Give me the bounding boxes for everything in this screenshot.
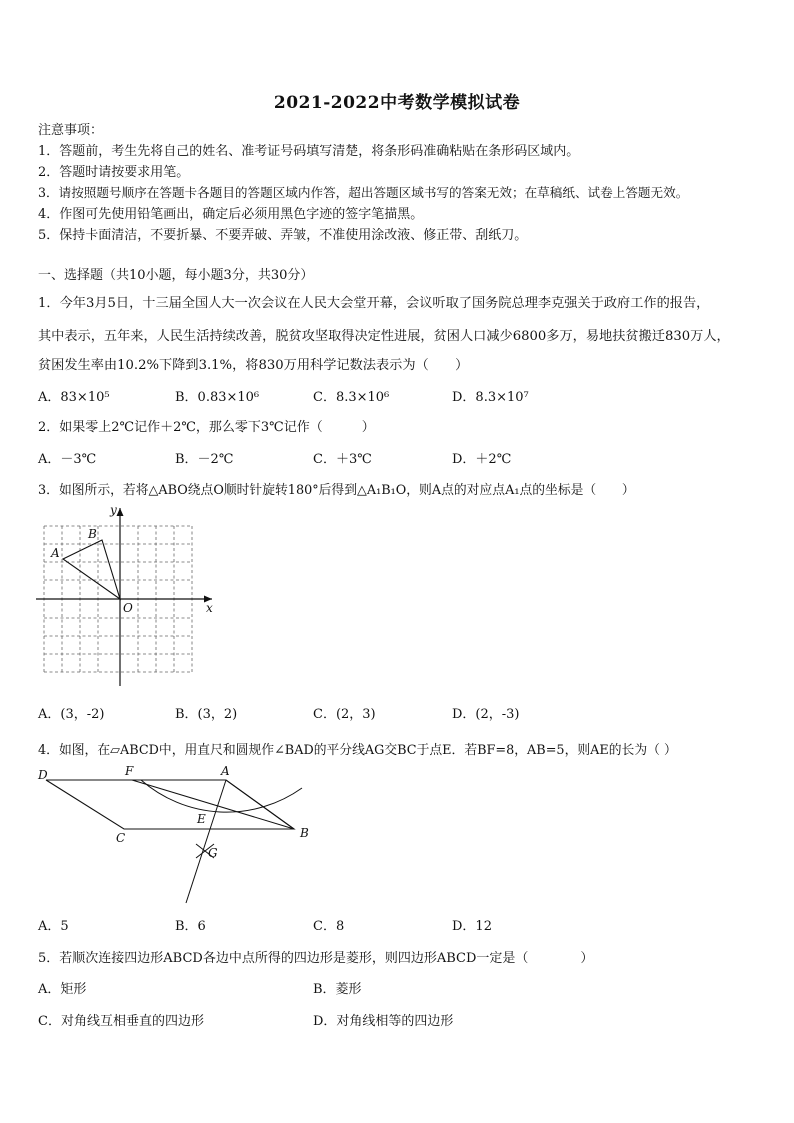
point-a-label: A: [51, 546, 60, 560]
q2-option-b[interactable]: B．－2℃: [175, 452, 234, 467]
q4-parallelogram-figure: [36, 760, 326, 906]
q1-option-a[interactable]: A．83×10⁵: [38, 390, 110, 405]
q1-option-c[interactable]: C．8.3×10⁶: [313, 390, 390, 405]
notice-item: 5．保持卡面清洁，不要折暴、不要弄破、弄皱，不准使用涂改液、修正带、刮纸刀。: [38, 228, 528, 243]
x-axis-label: x: [206, 601, 213, 615]
notice-item: 2．答题时请按要求用笔。: [38, 165, 190, 180]
q5-text: 5．若顺次连接四边形ABCD各边中点所得的四边形是菱形，则四边形ABCD一定是（ ）: [38, 951, 594, 966]
q4-option-a[interactable]: A．5: [38, 919, 69, 934]
point-g-label: G: [208, 846, 218, 860]
page-title: 2021-2022中考数学模拟试卷: [273, 93, 521, 113]
point-c-label: C: [116, 831, 126, 845]
q1-option-d[interactable]: D．8.3×10⁷: [452, 390, 529, 405]
origin-label: O: [123, 601, 133, 615]
q1-line: 其中表示，五年来，人民生活持续改善，脱贫攻坚取得决定性进展，贫困人口减少6800多万，易地扶贫搬迁830万人，: [38, 329, 730, 344]
point-a-label: A: [221, 764, 230, 778]
q3-option-a[interactable]: A．(3，-2): [38, 707, 105, 722]
q3-option-b[interactable]: B．(3，2): [175, 707, 238, 722]
q1-line: 1．今年3月5日，十三届全国人大一次会议在人民大会堂开幕，会议听取了国务院总理李克强关于政府工作的报告，: [38, 296, 710, 311]
notice-item: 3．请按照题号顺序在答题卡各题目的答题区域内作答，超出答题区域书写的答案无效；在草稿纸、试卷上答题无效。: [38, 185, 689, 200]
q1-line: 贫困发生率由10.2%下降到3.1%，将830万用科学记数法表示为（ ）: [38, 358, 469, 373]
q2-option-a[interactable]: A．－3℃: [38, 452, 97, 467]
q5-option-c[interactable]: C．对角线互相垂直的四边形: [38, 1014, 204, 1029]
point-b-label: B: [300, 826, 309, 840]
q2-option-c[interactable]: C．＋3℃: [313, 452, 372, 467]
point-b-label: B: [88, 527, 97, 541]
notice-item: 1．答题前，考生先将自己的姓名、准考证号码填写清楚，将条形码准确粘贴在条形码区域内。: [38, 144, 580, 159]
q3-option-d[interactable]: D．(2，-3): [452, 707, 520, 722]
q3-coordinate-figure: [36, 500, 220, 690]
point-f-label: F: [125, 764, 134, 778]
q5-option-b[interactable]: B．菱形: [313, 982, 362, 997]
q3-text: 3．如图所示，若将△ABO绕点O顺时针旋转180°后得到△A₁B₁O，则A点的对应点A₁点的坐标是（ ）: [38, 483, 635, 498]
q2-text: 2．如果零上2℃记作＋2℃，那么零下3℃记作（ ）: [38, 420, 375, 435]
q4-option-b[interactable]: B．6: [175, 919, 206, 934]
q4-option-d[interactable]: D．12: [452, 919, 492, 934]
q3-option-c[interactable]: C．(2，3): [313, 707, 376, 722]
notice-heading: 注意事项：: [38, 123, 104, 138]
q4-text: 4．如图，在▱ABCD中，用直尺和圆规作∠BAD的平分线AG交BC于点E．若BF=8，AB=5，则AE的长为（ ）: [38, 743, 677, 758]
point-d-label: D: [38, 768, 48, 782]
q1-option-b[interactable]: B．0.83×10⁶: [175, 390, 260, 405]
q4-option-c[interactable]: C．8: [313, 919, 345, 934]
y-axis-label: y: [110, 503, 117, 517]
point-e-label: E: [197, 812, 206, 826]
q5-option-a[interactable]: A．矩形: [38, 982, 87, 997]
q2-option-d[interactable]: D．＋2℃: [452, 452, 512, 467]
notice-item: 4．作图可先使用铅笔画出，确定后必须用黑色字迹的签字笔描黑。: [38, 207, 424, 222]
section-heading: 一、选择题（共10小题，每小题3分，共30分）: [38, 268, 314, 283]
q5-option-d[interactable]: D．对角线相等的四边形: [313, 1014, 454, 1029]
